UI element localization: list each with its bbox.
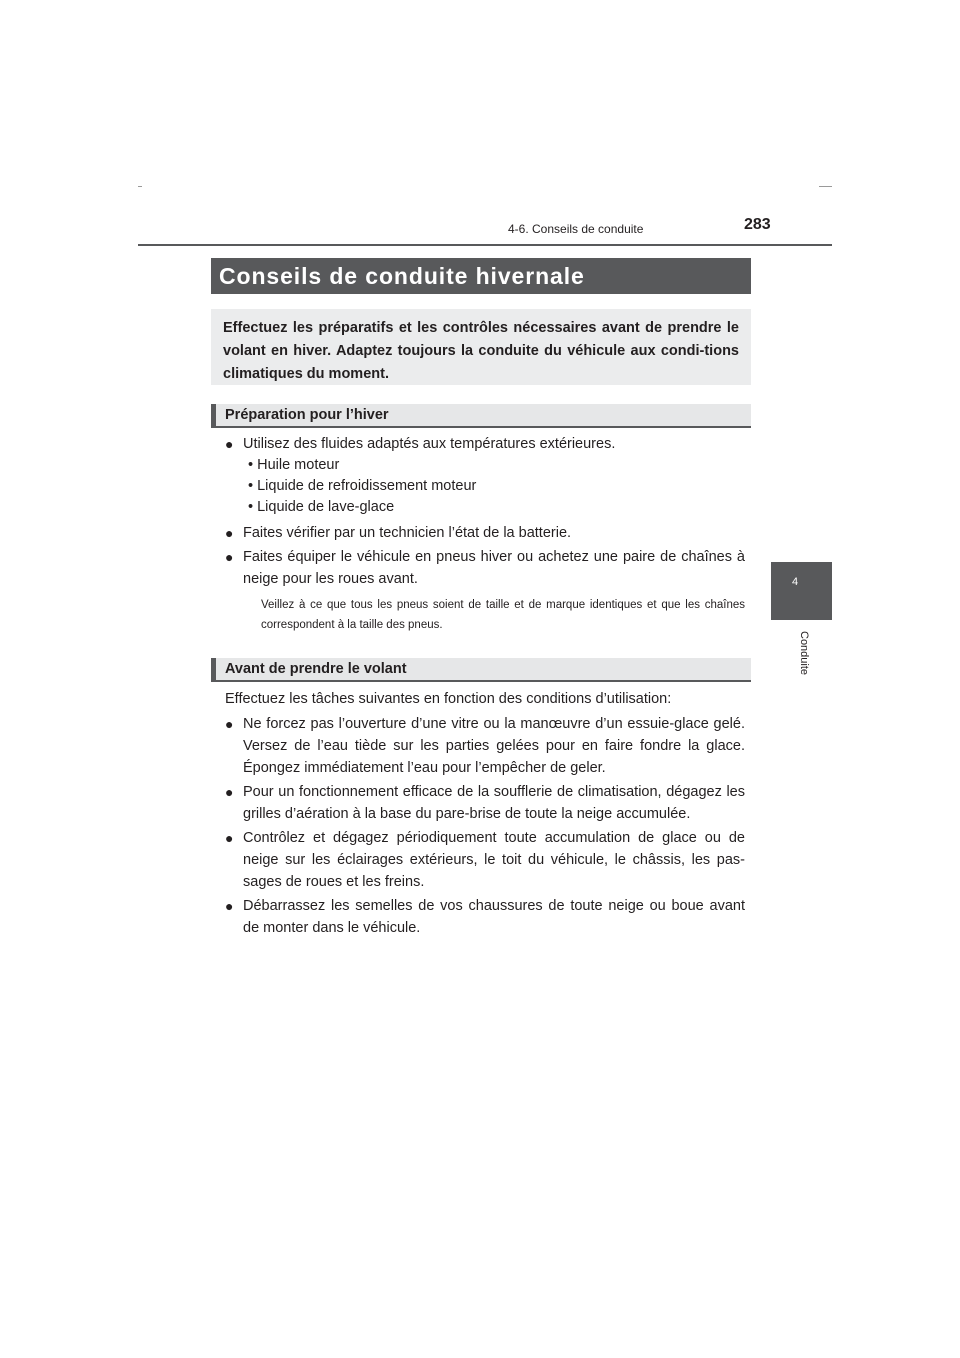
crop-mark-right [819, 186, 832, 187]
list-item-text: Faites équiper le véhicule en pneus hiver ou achetez une paire de chaînes à neige pour les roues avant. [243, 549, 745, 587]
bullet-icon: ● [225, 830, 234, 846]
chapter-label: Conduite [798, 631, 810, 676]
bullet-icon: ● [225, 436, 234, 452]
list-item-text: Ne forcez pas l’ouverture d’une vitre ou la manœuvre d’un essuie-glace gelé. Versez de l’eau tiède sur les parties gelées pour en faire fondre la glace. Épongez immédiatement l’eau pour l’empêcher de geler. [243, 716, 745, 776]
page-number: 283 [744, 216, 771, 233]
list-item [225, 781, 745, 825]
list-item-text: Contrôlez et dégagez périodiquement toute accumulation de glace ou de neige sur les éclairages extérieurs, le toit du véhicule, le châssis, les pas-sages de roues et les freins. [243, 830, 745, 890]
chapter-number: 4 [792, 576, 799, 588]
lead-text: Effectuez les tâches suivantes en fonction des conditions d’utilisation: [225, 691, 672, 707]
list-item-text: Débarrassez les semelles de vos chaussures de toute neige ou boue avant de monter dans le véhicule. [243, 898, 745, 936]
intro-text: Effectuez les préparatifs et les contrôles nécessaires avant de prendre le volant en hiver. Adaptez toujours la conduite du véhicule aux condi-tions climatiques du moment. [223, 320, 739, 382]
page-title: Conseils de conduite hivernale [211, 258, 751, 294]
sub-list-item: • Huile moteur [248, 457, 340, 473]
bullet-icon: ● [225, 784, 234, 800]
list-item [225, 546, 745, 590]
intro-box [211, 309, 751, 385]
bullet-icon: ● [225, 716, 234, 732]
note-text: Veillez à ce que tous les pneus soient de taille et de marque identiques et que les chaînes correspondent à la taille des pneus. [261, 599, 745, 631]
sub-list-item: • Liquide de refroidissement moteur [248, 478, 477, 494]
bullet-icon: ● [225, 898, 234, 914]
section-heading-text: Préparation pour l’hiver [225, 407, 389, 423]
list-item [225, 433, 745, 455]
list-item [225, 827, 745, 893]
list-item-text: Utilisez des fluides adaptés aux températures extérieures. [243, 436, 616, 452]
list-item [225, 522, 745, 544]
list-item-text: Faites vérifier par un technicien l’état de la batterie. [243, 525, 572, 541]
running-header-section: 4-6. Conseils de conduite [508, 222, 644, 236]
crop-mark-left [138, 186, 142, 187]
section-heading-before-driving [211, 658, 751, 682]
bullet-icon: ● [225, 549, 234, 565]
list-item-text: Pour un fonctionnement efficace de la soufflerie de climatisation, dégagez les grilles d’aération à la base du pare-brise de toute la neige accumulée. [243, 784, 745, 822]
list-item [225, 895, 745, 939]
bullet-icon: ● [225, 525, 234, 541]
section-heading-winter-prep [211, 404, 751, 428]
sub-list-item: • Liquide de lave-glace [248, 499, 395, 515]
header-rule [138, 244, 832, 246]
section-heading-text: Avant de prendre le volant [225, 661, 407, 677]
chapter-tab [771, 562, 832, 620]
list-item [225, 713, 745, 779]
